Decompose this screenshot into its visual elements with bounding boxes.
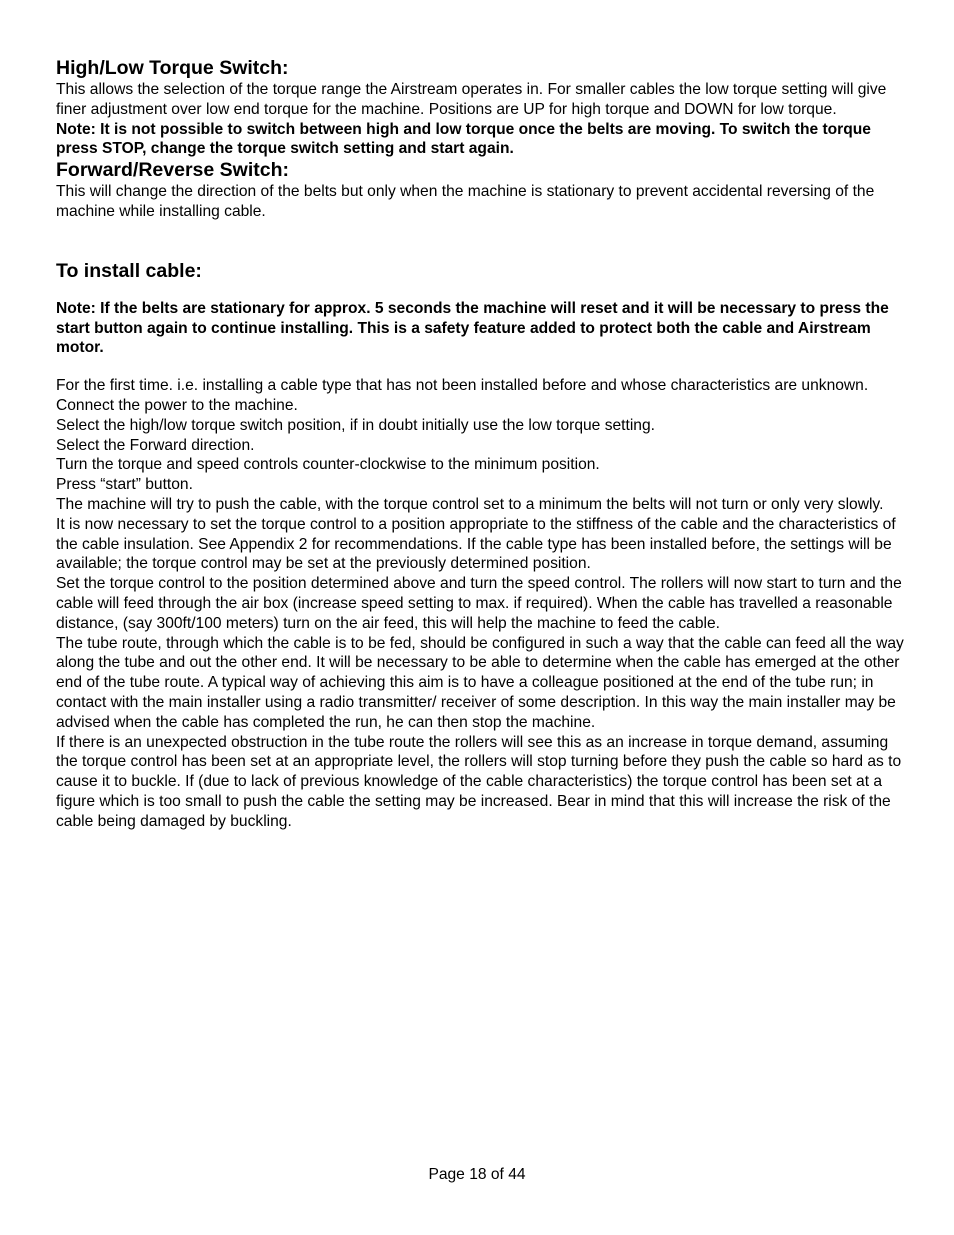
install-step: Select the high/low torque switch position, if in doubt initially use the low torque setting. — [56, 416, 655, 434]
heading-torque-switch: High/Low Torque Switch: — [56, 57, 289, 79]
torque-switch-body: This allows the selection of the torque range the Airstream operates in. For smaller cables the low torque setting will give finer adjustment over low end torque for the machine. Positions are UP for high torque and DOWN for low torque. — [56, 81, 887, 118]
install-step: Press “start” button. — [56, 476, 193, 494]
install-step: For the first time. i.e. installing a cable type that has not been installed before and whose characteristics are unknown. — [56, 377, 869, 395]
page-number: Page 18 of 44 — [428, 1166, 526, 1183]
heading-install-cable: To install cable: — [56, 259, 202, 282]
manual-page — [56, 57, 904, 832]
install-step: Connect the power to the machine. — [56, 396, 298, 414]
direction-switch-body: This will change the direction of the belts but only when the machine is stationary to prevent accidental reversing of the machine while installing cable. — [56, 183, 875, 220]
section-spacer — [56, 283, 904, 299]
install-step: The machine will try to push the cable, with the torque control set to a minimum the belts will not turn or only very slowly. — [56, 495, 884, 513]
install-step: If there is an unexpected obstruction in the tube route the rollers will see this as an increase in torque demand, assuming the torque control has been set at an appropriate level, the rollers will stop turning before they push the cable so hard as to cause it to buckle. If (due to lack of previous knowledge of the cable characteristics) the torque control has been set at a figure which is too small to push the cable the setting may be increased. Bear in mind that this will increase the risk of the cable being damaged by buckling. — [56, 733, 902, 830]
install-step: Select the Forward direction. — [56, 436, 255, 454]
section-spacer — [56, 358, 904, 376]
install-note: Note: If the belts are stationary for approx. 5 seconds the machine will reset and it will be necessary to press the start button again to continue installing. This is a safety feature added to protect both the cable and Airstream motor. — [56, 299, 889, 357]
install-step: Set the torque control to the position determined above and turn the speed control. The rollers will now start to turn and the cable will feed through the air box (increase speed setting to max. if required). When the cable has travelled a reasonable distance, (say 300ft/100 meters) turn on the air feed, this will help the machine to feed the cable. — [56, 575, 902, 632]
install-step: Turn the torque and speed controls counter-clockwise to the minimum position. — [56, 456, 600, 474]
install-step: The tube route, through which the cable is to be fed, should be configured in such a way that the cable can feed all the way along the tube and out the other end. It will be necessary to be able to determine when the cable has emerged at the other end of the tube route. A typical way of achieving this aim is to have a colleague positioned at the end of the tube run; in contact with the main installer using a radio transmitter/ receiver of some description. In this way the main installer may be advised when the cable has completed the run, he can then stop the machine. — [56, 634, 904, 731]
torque-switch-note: Note: It is not possible to switch between high and low torque once the belts are moving. To switch the torque press STOP, change the torque switch setting and start again. — [56, 120, 871, 158]
section-spacer — [56, 222, 904, 260]
install-step: It is now necessary to set the torque control to a position appropriate to the stiffness of the cable and the characteristics of the cable insulation. See Appendix 2 for recommendations. If the cable type has been installed before, the settings will be available; the torque control may be set at the previously determined position. — [56, 515, 896, 573]
heading-direction-switch: Forward/Reverse Switch: — [56, 159, 289, 182]
